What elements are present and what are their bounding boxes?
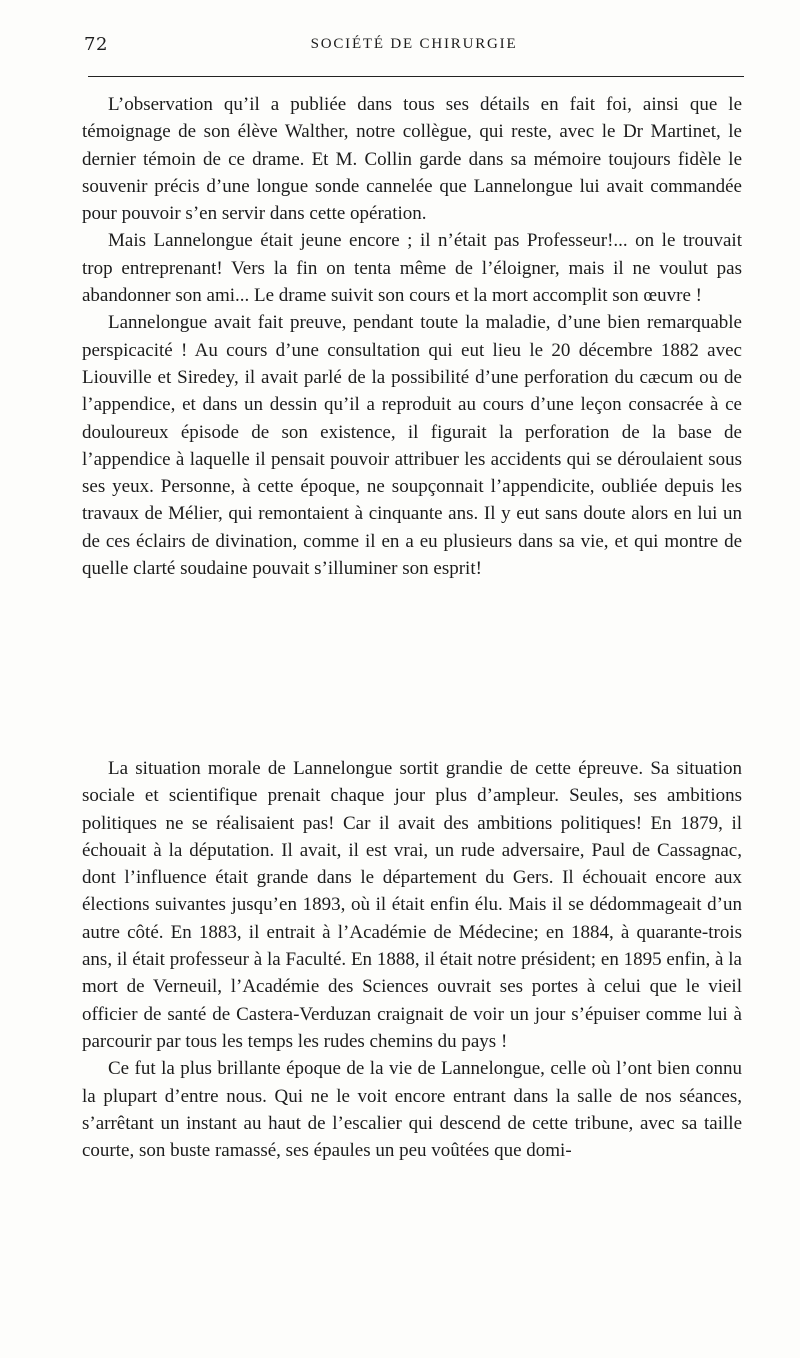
paragraph: La situation morale de Lannelongue sortit grandie de cette épreuve. Sa situation sociale et scientifique prenait chaque jour plus d’ampleur. Seules, ses ambitions politiques ne se réalisaient pas! Car il avait des ambitions politiques! En 1879, il échouait à la députation. Il avait, il est vrai, un rude adversaire, Paul de Cassagnac, dont l’influence était grande dans le département du Gers. Il échouait encore aux élections suivantes jusqu’en 1893, où il était enfin élu. Mais il se dédommageait d’un autre côté. En 1883, il entrait à l’Académie de Médecine; en 1884, à quarante-trois ans, il était professeur à la Faculté. En 1888, il était notre président; en 1895 enfin, à la mort de Verneuil, l’Académie des Sciences ouvrait ses portes à celui que le vieil officier de santé de Castera-Verduzan craignait de voir un jour s’épuiser comme lui à parcourir par tous les temps les rudes chemins du pays ! xyxy=(82,758,742,1052)
paragraph: Mais Lannelongue était jeune encore ; il n’était pas Professeur!... on le trouvait trop entreprenant! Vers la fin on tenta même de l’éloigner, mais il ne voulut pas abandonner son ami... Le drame suivit son cours et la mort accomplit son œuvre ! xyxy=(82,230,742,307)
page-number: 72 xyxy=(84,34,108,55)
journal-title: SOCIÉTÉ DE CHIRURGIE xyxy=(310,36,518,52)
paragraph: Ce fut la plus brillante époque de la vie de Lannelongue, celle où l’ont bien connu la plupart d’entre nous. Qui ne le voit encore entrant dans la salle de nos séances, s’arrêtant un instant au haut de l’escalier qui descend de cette tribune, avec sa taille courte, son buste ramassé, ses épaules un peu voûtées que domi- xyxy=(82,1058,742,1162)
text-block-bottom xyxy=(82,755,742,1164)
paragraph: L’observation qu’il a publiée dans tous ses détails en fait foi, ainsi que le témoignage de son élève Walther, notre collègue, qui reste, avec le Dr Martinet, le dernier témoin de ce drame. Et M. Collin garde dans sa mémoire toujours fidèle le souvenir précis d’une longue sonde cannelée que Lannelongue lui avait commandée pour pouvoir s’en servir dans cette opération. xyxy=(82,94,742,225)
paragraph: Lannelongue avait fait preuve, pendant toute la maladie, d’une bien remarquable perspicacité ! Au cours d’une consultation qui eut lieu le 20 décembre 1882 avec Liouville et Siredey, il avait parlé de la possibilité d’une perforation du cæcum ou de l’appendice, et dans un dessin qu’il a reproduit au cours d’une leçon consacrée à ce douloureux épisode de son existence, il figurait la perforation de la base de l’appendice à laquelle il pensait pouvoir attribuer les accidents qui se déroulaient sous ses yeux. Personne, à cette époque, ne soupçonnait l’appendicite, oubliée depuis les travaux de Mélier, qui remontaient à cinquante ans. Il y eut sans doute alors en lui un de ces éclairs de divination, comme il en a eu plusieurs dans sa vie, et qui montre de quelle clarté soudaine pouvait s’illuminer son esprit! xyxy=(82,312,742,580)
running-head xyxy=(84,34,744,58)
text-block-top xyxy=(82,91,742,582)
header-rule xyxy=(88,76,744,77)
